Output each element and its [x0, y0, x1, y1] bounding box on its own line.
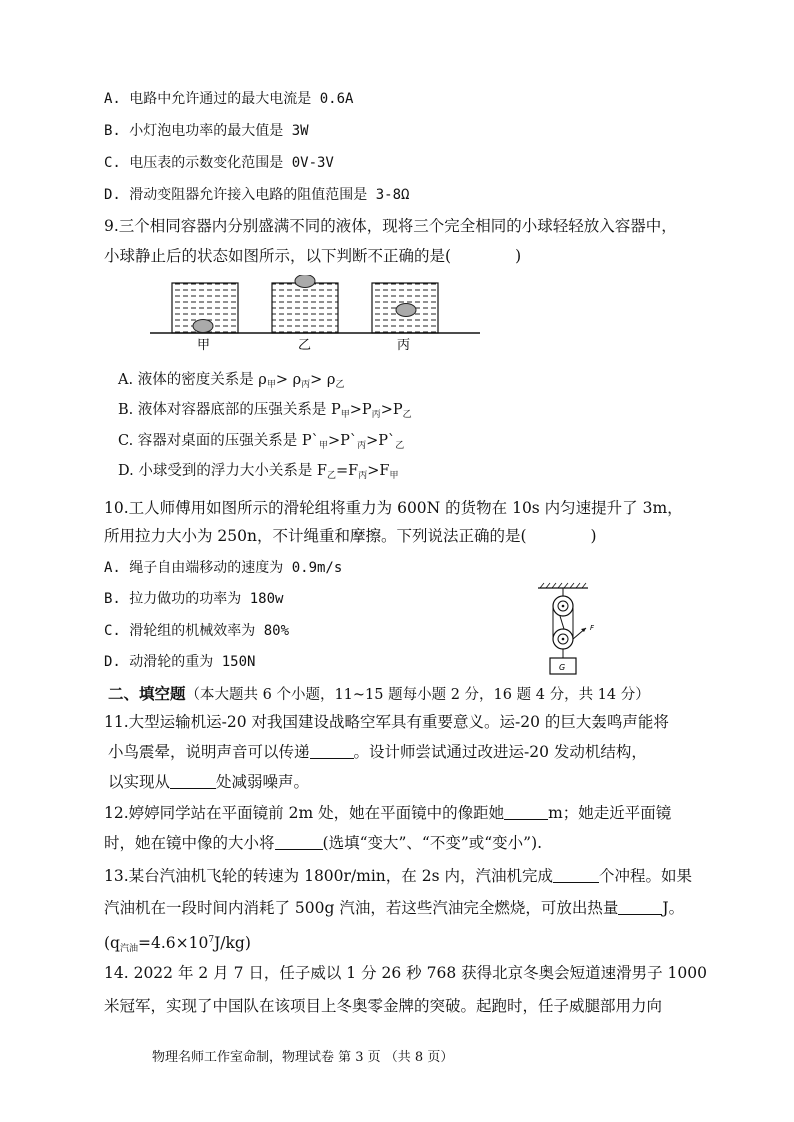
q11-blank-2[interactable] — [170, 774, 216, 789]
q9-option-b: B. 液体对容器底部的压强关系是 $P_甲>P_丙>P_乙$ — [118, 402, 412, 420]
section2-title: 二、填空题 — [108, 684, 186, 703]
q9-option-a: A. 液体的密度关系是 $\rho_甲> \rho_丙> \rho_乙$ — [118, 372, 345, 390]
q12-blank-1[interactable] — [504, 805, 548, 820]
q11-blank-1[interactable] — [310, 744, 354, 759]
q13-line2: 汽油机在一段时间内消耗了 500g 汽油，若这些汽油完全燃烧，可放出热量 J。 — [104, 899, 685, 917]
q8-option-b: B. 小灯泡电功率的最大值是 3W — [104, 123, 309, 139]
force-label: F — [590, 624, 595, 632]
q12-line2: 时，她在镜中像的大小将 (选填“变大”、“不变”或“变小”). — [104, 834, 543, 852]
q8-option-d: D. 滑动变阻器允许接入电路的阻值范围是 3-8Ω — [104, 187, 410, 203]
q9-stem-text: 小球静止后的状态如图所示，以下判断不正确的是( — [104, 247, 452, 265]
container-yi — [272, 283, 338, 333]
q9-option-d: D. 小球受到的浮力大小关系是 $F_乙=F_丙>F_甲$ — [118, 463, 399, 481]
q13-line3: $(q_{汽油}=4.6\times 10^7J/kg)$ — [104, 934, 251, 954]
q10-pulley-figure — [530, 582, 610, 682]
q11-line2: 小鸟震晕，说明声音可以传递 。设计师尝试通过改进运-20 发动机结构， — [108, 743, 647, 761]
q9-stem-line2 — [104, 245, 521, 267]
q8-option-a: A. 电路中允许通过的最大电流是 0.6A — [104, 91, 354, 107]
ball-yi — [295, 275, 315, 288]
q10-stem-text: 所用拉力大小为 250n，不计绳重和摩擦。下列说法正确的是( — [104, 527, 527, 545]
section2-heading — [108, 683, 650, 706]
load-label: G — [559, 663, 566, 672]
q10-option-b: B. 拉力做功的功率为 180w — [104, 591, 284, 607]
label-jia: 甲 — [197, 338, 211, 353]
q9-paren-close: ) — [515, 247, 522, 265]
q8-option-c: C. 电压表的示数变化范围是 0V-3V — [104, 155, 334, 171]
q9-option-c: C. 容器对桌面的压强关系是 $P`_甲>P`_丙>P`_乙$ — [118, 433, 405, 451]
q13-line1: 13.某台汽油机飞轮的转速为 1800r/min，在 2s 内，汽油机完成 个冲程。如果 — [104, 867, 692, 885]
q10-option-c: C. 滑轮组的机械效率为 80% — [104, 623, 290, 639]
q11-line1: 11.大型运输机运-20 对我国建设战略空军具有重要意义。运-20 的巨大轰鸣声能将 — [104, 713, 669, 731]
q10-option-a: A. 绳子自由端移动的速度为 0.9m/s — [104, 560, 343, 576]
q14-line1: 14. 2022 年 2 月 7 日，任子威以 1 分 26 秒 768 获得北京冬奥会短道速滑男子 1000 — [104, 964, 707, 982]
q13-blank-1[interactable] — [553, 868, 599, 883]
q14-line2: 米冠军，实现了中国队在该项目上冬奥零金牌的突破。起跑时，任子威腿部用力向 — [104, 997, 663, 1015]
q12-blank-2[interactable] — [275, 835, 323, 850]
q10-stem-line1: 10.工人师傅用如图所示的滑轮组将重力为 600N 的货物在 10s 内匀速提升了 3m， — [104, 499, 683, 517]
ball-bing — [396, 304, 416, 317]
label-yi: 乙 — [298, 338, 312, 353]
ball-jia — [193, 320, 213, 333]
q10-stem-line2 — [104, 525, 597, 547]
q9-containers-figure — [150, 275, 480, 353]
q10-paren-close: ) — [590, 527, 597, 545]
q12-line1: 12.婷婷同学站在平面镜前 2m 处，她在平面镜中的像距她 m；她走近平面镜 — [104, 804, 672, 822]
label-bing: 丙 — [397, 338, 411, 353]
section2-note: （本大题共 6 个小题，11~15 题每小题 2 分，16 题 4 分，共 14 分） — [185, 687, 650, 703]
page-footer: 物理名师工作室命制，物理试卷 第 3 页 （共 8 页） — [152, 1050, 454, 1065]
q9-stem-line1: 9.三个相同容器内分别盛满不同的液体，现将三个完全相同的小球轻轻放入容器中， — [104, 217, 677, 235]
q10-option-d: D. 动滑轮的重为 150N — [104, 654, 256, 670]
q11-line3: 以实现从 处减弱噪声。 — [108, 773, 310, 791]
q13-blank-2[interactable] — [618, 900, 662, 915]
